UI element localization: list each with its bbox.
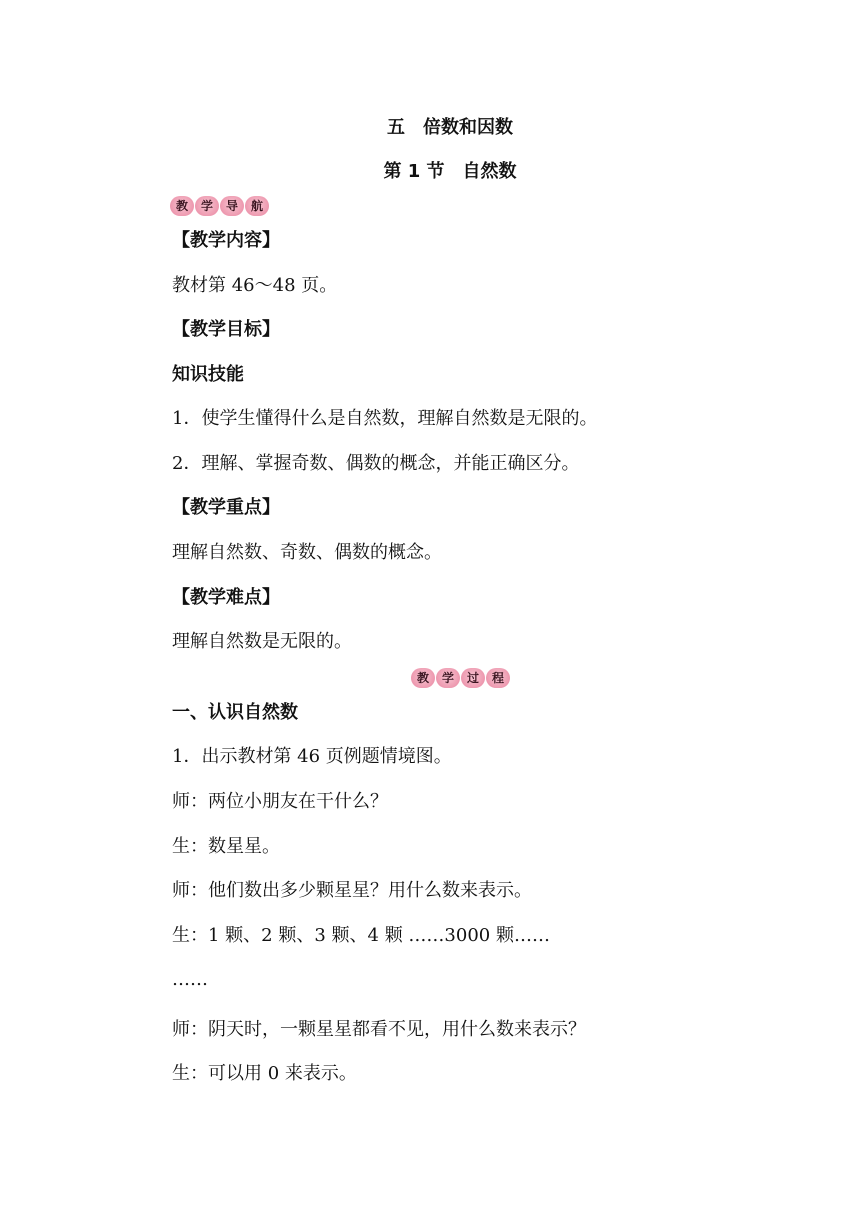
badge-char: 过 <box>461 668 485 688</box>
student-line-2: 生：1 颗、2 颗、3 颗、4 颗 ……3000 颗…… <box>172 925 550 946</box>
teacher-line-1: 师：两位小朋友在干什么？ <box>172 791 388 812</box>
badge-char: 教 <box>411 668 435 688</box>
ellipsis-line: …… <box>172 969 208 990</box>
teacher-line-3: 师：阴天时，一颗星星都看不见，用什么数来表示？ <box>172 1019 586 1040</box>
difficulty-heading: 【教学难点】 <box>172 587 280 608</box>
goal-2: 2．理解、掌握奇数、偶数的概念，并能正确区分。 <box>172 453 580 474</box>
badge-char: 学 <box>195 196 219 216</box>
key-points-text: 理解自然数、奇数、偶数的概念。 <box>172 542 442 563</box>
step-1: 1．出示教材第 46 页例题情境图。 <box>172 746 452 767</box>
badge-char: 程 <box>486 668 510 688</box>
key-points-heading: 【教学重点】 <box>172 497 280 518</box>
content-text: 教材第 46～48 页。 <box>172 275 338 296</box>
badge-char: 航 <box>245 196 269 216</box>
badge-char: 学 <box>436 668 460 688</box>
part1-heading: 一、认识自然数 <box>172 702 298 723</box>
section-title: 第 1 节 自然数 <box>383 161 517 182</box>
badge-char: 教 <box>170 196 194 216</box>
chapter-title: 五 倍数和因数 <box>387 117 513 138</box>
content-heading: 【教学内容】 <box>172 230 280 251</box>
teaching-process-badge <box>411 668 510 688</box>
teacher-line-2: 师：他们数出多少颗星星？用什么数来表示。 <box>172 880 532 901</box>
difficulty-text: 理解自然数是无限的。 <box>172 631 352 652</box>
teaching-guide-badge <box>170 196 269 216</box>
badge-char: 导 <box>220 196 244 216</box>
student-line-3: 生：可以用 0 来表示。 <box>172 1063 357 1084</box>
goal-1: 1．使学生懂得什么是自然数，理解自然数是无限的。 <box>172 408 598 429</box>
goals-heading: 【教学目标】 <box>172 319 280 340</box>
student-line-1: 生：数星星。 <box>172 836 280 857</box>
knowledge-heading: 知识技能 <box>172 364 244 385</box>
